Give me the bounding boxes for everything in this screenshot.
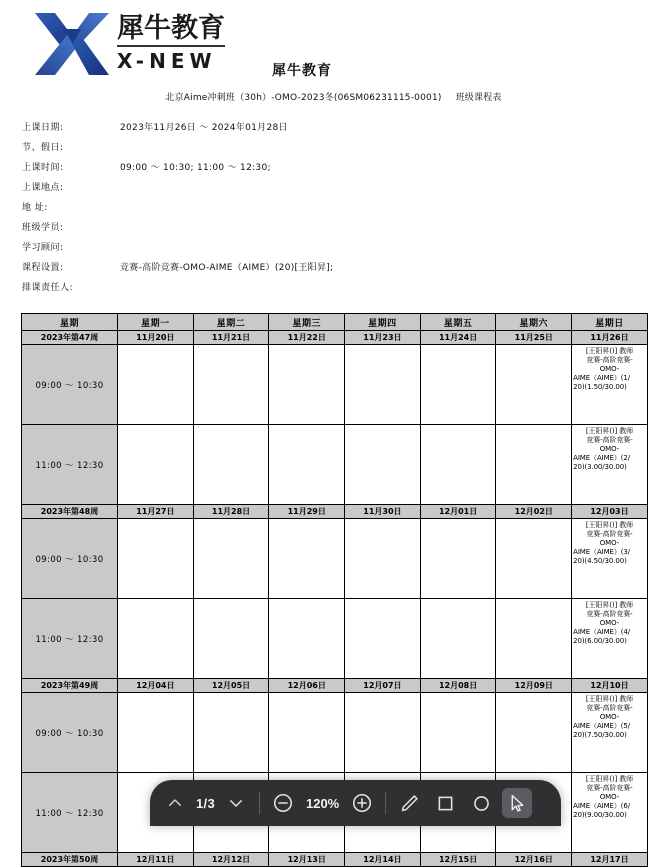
column-header-3: 星期三 [269,314,345,331]
ellipse-tool-button[interactable] [466,788,496,818]
subtitle-course-code: 北京Aime冲刺班（30h）-OMO-2023冬(06SM06231115-0001) [165,93,442,103]
week-date-cell: 11月22日 [269,331,345,345]
time-slot-row [22,519,648,599]
meta-label: 课程设置: [22,263,64,273]
column-header-1: 星期一 [118,314,194,331]
week-row [22,679,648,693]
column-header-0: 星期 [22,314,118,331]
event-line-2: OMO- [599,712,620,721]
event-line-2: OMO- [599,618,620,627]
column-header-4: 星期四 [345,314,421,331]
schedule-empty-cell [420,693,496,773]
week-date-cell: 11月25日 [496,331,572,345]
week-date-cell: 12月15日 [420,853,496,867]
meta-row [22,120,642,140]
week-row [22,853,648,867]
brand-name-en: X-NEW [117,48,217,73]
schedule-empty-cell [345,519,421,599]
schedule-empty-cell [269,519,345,599]
week-date-cell: 11月30日 [345,505,421,519]
event-line-0: [王阳昇()] 教师 [585,601,634,609]
week-date-cell: 12月04日 [118,679,194,693]
event-line-4: 20)(1.50/30.00) [573,382,627,391]
week-date-cell: 11月27日 [118,505,194,519]
event-line-1: 竞赛-高阶竞赛- [586,609,633,618]
event-line-4: 20)(4.50/30.00) [573,556,627,565]
schedule-empty-cell [496,693,572,773]
column-header-6: 星期六 [496,314,572,331]
meta-label: 地 址: [22,203,48,213]
schedule-event-cell[interactable] [572,519,648,599]
schedule-empty-cell [193,425,269,505]
schedule-event-cell[interactable] [572,693,648,773]
toolbar-divider [259,792,260,814]
week-date-cell: 12月09日 [496,679,572,693]
week-date-cell: 11月23日 [345,331,421,345]
week-date-cell: 11月20日 [118,331,194,345]
week-label: 2023年第50周 [22,853,118,867]
event-line-0: [王阳昇()] 教师 [585,347,634,355]
meta-row [22,240,642,260]
schedule-event-cell[interactable] [572,345,648,425]
week-date-cell: 12月03日 [572,505,648,519]
event-line-0: [王阳昇()] 教师 [585,521,634,529]
event-line-1: 竞赛-高阶竞赛- [586,783,633,792]
meta-value: 09:00 ～ 10:30; 11:00 ～ 12:30; [120,163,271,173]
event-line-3: AIME（AIME）(6/ [573,801,630,810]
schedule-empty-cell [345,599,421,679]
week-date-cell: 12月05日 [193,679,269,693]
week-date-cell: 12月07日 [345,679,421,693]
meta-label: 学习顾问: [22,243,64,253]
schedule-empty-cell [420,345,496,425]
schedule-event-cell[interactable] [572,599,648,679]
meta-row [22,140,642,160]
week-date-cell: 12月13日 [269,853,345,867]
schedule-empty-cell [269,693,345,773]
event-line-1: 竞赛-高阶竞赛- [586,529,633,538]
time-slot-label: 11:00 ～ 12:30 [22,425,118,505]
week-date-cell: 11月26日 [572,331,648,345]
meta-row [22,280,642,300]
event-line-2: OMO- [599,444,620,453]
meta-label: 节、假日: [22,143,64,153]
event-line-0: [王阳昇()] 教师 [585,695,634,703]
event-line-4: 20)(9.00/30.00) [573,810,627,819]
select-tool-button[interactable] [502,788,532,818]
time-slot-label: 11:00 ～ 12:30 [22,773,118,853]
meta-value: 竞赛-高阶竞赛-OMO-AIME（AIME）(20)[王阳昇]; [120,263,334,273]
brand-name-cn: 犀牛教育 [117,15,225,46]
week-row [22,331,648,345]
meta-row [22,160,642,180]
week-date-cell: 12月01日 [420,505,496,519]
week-date-cell: 12月06日 [269,679,345,693]
brand-logo [33,8,265,80]
event-line-4: 20)(3.00/30.00) [573,462,627,471]
schedule-empty-cell [193,693,269,773]
time-slot-label: 09:00 ～ 10:30 [22,693,118,773]
week-date-cell: 12月08日 [420,679,496,693]
meta-row [22,200,642,220]
schedule-empty-cell [118,693,194,773]
table-header-row [22,314,648,331]
meta-value: 2023年11月26日 ～ 2024年01月28日 [120,123,288,133]
week-date-cell: 11月21日 [193,331,269,345]
week-label: 2023年第48周 [22,505,118,519]
schedule-empty-cell [496,599,572,679]
week-date-cell: 12月14日 [345,853,421,867]
brand-logo-text [117,15,225,72]
week-date-cell: 12月02日 [496,505,572,519]
meta-row [22,180,642,200]
prev-page-button[interactable] [160,788,190,818]
event-line-3: AIME（AIME）(1/ [573,373,630,382]
week-date-cell: 12月10日 [572,679,648,693]
week-label: 2023年第47周 [22,331,118,345]
week-date-cell: 12月11日 [118,853,194,867]
schedule-empty-cell [118,599,194,679]
schedule-empty-cell [420,599,496,679]
schedule-empty-cell [269,345,345,425]
time-slot-label: 09:00 ～ 10:30 [22,519,118,599]
event-line-2: OMO- [599,792,620,801]
meta-row [22,260,642,280]
event-line-3: AIME（AIME）(5/ [573,721,630,730]
schedule-event-cell[interactable] [572,425,648,505]
time-slot-label: 09:00 ～ 10:30 [22,345,118,425]
schedule-empty-cell [118,519,194,599]
document-subtitle [0,90,667,103]
column-header-5: 星期五 [420,314,496,331]
meta-label: 上课地点: [22,183,64,193]
schedule-empty-cell [118,425,194,505]
page-indicator: 1/3 [196,795,215,811]
event-line-0: [王阳昇()] 教师 [585,775,634,783]
schedule-empty-cell [420,519,496,599]
week-date-cell: 12月16日 [496,853,572,867]
week-date-cell: 11月29日 [269,505,345,519]
week-date-cell: 11月24日 [420,331,496,345]
week-date-cell: 12月12日 [193,853,269,867]
schedule-empty-cell [496,425,572,505]
schedule-empty-cell [269,425,345,505]
rectangle-tool-button[interactable] [430,788,460,818]
time-slot-row [22,345,648,425]
pdf-toolbar [150,780,561,826]
pen-tool-button[interactable] [394,788,424,818]
meta-row [22,220,642,240]
schedule-empty-cell [193,519,269,599]
event-line-1: 竞赛-高阶竞赛- [586,703,633,712]
schedule-empty-cell [345,425,421,505]
schedule-empty-cell [420,425,496,505]
event-line-4: 20)(7.50/30.00) [573,730,627,739]
event-line-3: AIME（AIME）(3/ [573,547,630,556]
event-line-2: OMO- [599,538,620,547]
schedule-empty-cell [269,599,345,679]
event-line-3: AIME（AIME）(4/ [573,627,630,636]
meta-label: 上课日期: [22,123,64,133]
column-header-2: 星期二 [193,314,269,331]
week-date-cell: 11月28日 [193,505,269,519]
event-line-0: [王阳昇()] 教师 [585,427,634,435]
week-row [22,505,648,519]
schedule-event-cell[interactable] [572,773,648,853]
week-date-cell: 12月17日 [572,853,648,867]
x-logo-icon [33,9,111,79]
next-page-button[interactable] [221,788,251,818]
zoom-level-label: 120% [305,795,340,811]
schedule-empty-cell [193,599,269,679]
meta-label: 上课时间: [22,163,64,173]
subtitle-doc-type: 班级课程表 [455,93,502,103]
schedule-empty-cell [118,345,194,425]
zoom-in-button[interactable] [347,788,377,818]
event-line-4: 20)(6.00/30.00) [573,636,627,645]
meta-label: 排课责任人: [22,283,74,293]
meta-label: 班级学员: [22,223,64,233]
toolbar-divider-2 [385,792,386,814]
time-slot-row [22,693,648,773]
event-line-1: 竞赛-高阶竞赛- [586,355,633,364]
time-slot-row [22,599,648,679]
schedule-empty-cell [496,345,572,425]
schedule-table-head [22,314,648,331]
schedule-empty-cell [345,345,421,425]
time-slot-row [22,425,648,505]
column-header-7: 星期日 [572,314,648,331]
schedule-empty-cell [193,345,269,425]
schedule-empty-cell [345,693,421,773]
event-line-2: OMO- [599,364,620,373]
schedule-empty-cell [496,519,572,599]
course-meta-list [22,120,642,300]
week-label: 2023年第49周 [22,679,118,693]
zoom-out-button[interactable] [268,788,298,818]
page-title: 犀牛教育 [272,63,332,79]
event-line-3: AIME（AIME）(2/ [573,453,630,462]
event-line-1: 竞赛-高阶竞赛- [586,435,633,444]
document-header [0,0,667,112]
time-slot-label: 11:00 ～ 12:30 [22,599,118,679]
